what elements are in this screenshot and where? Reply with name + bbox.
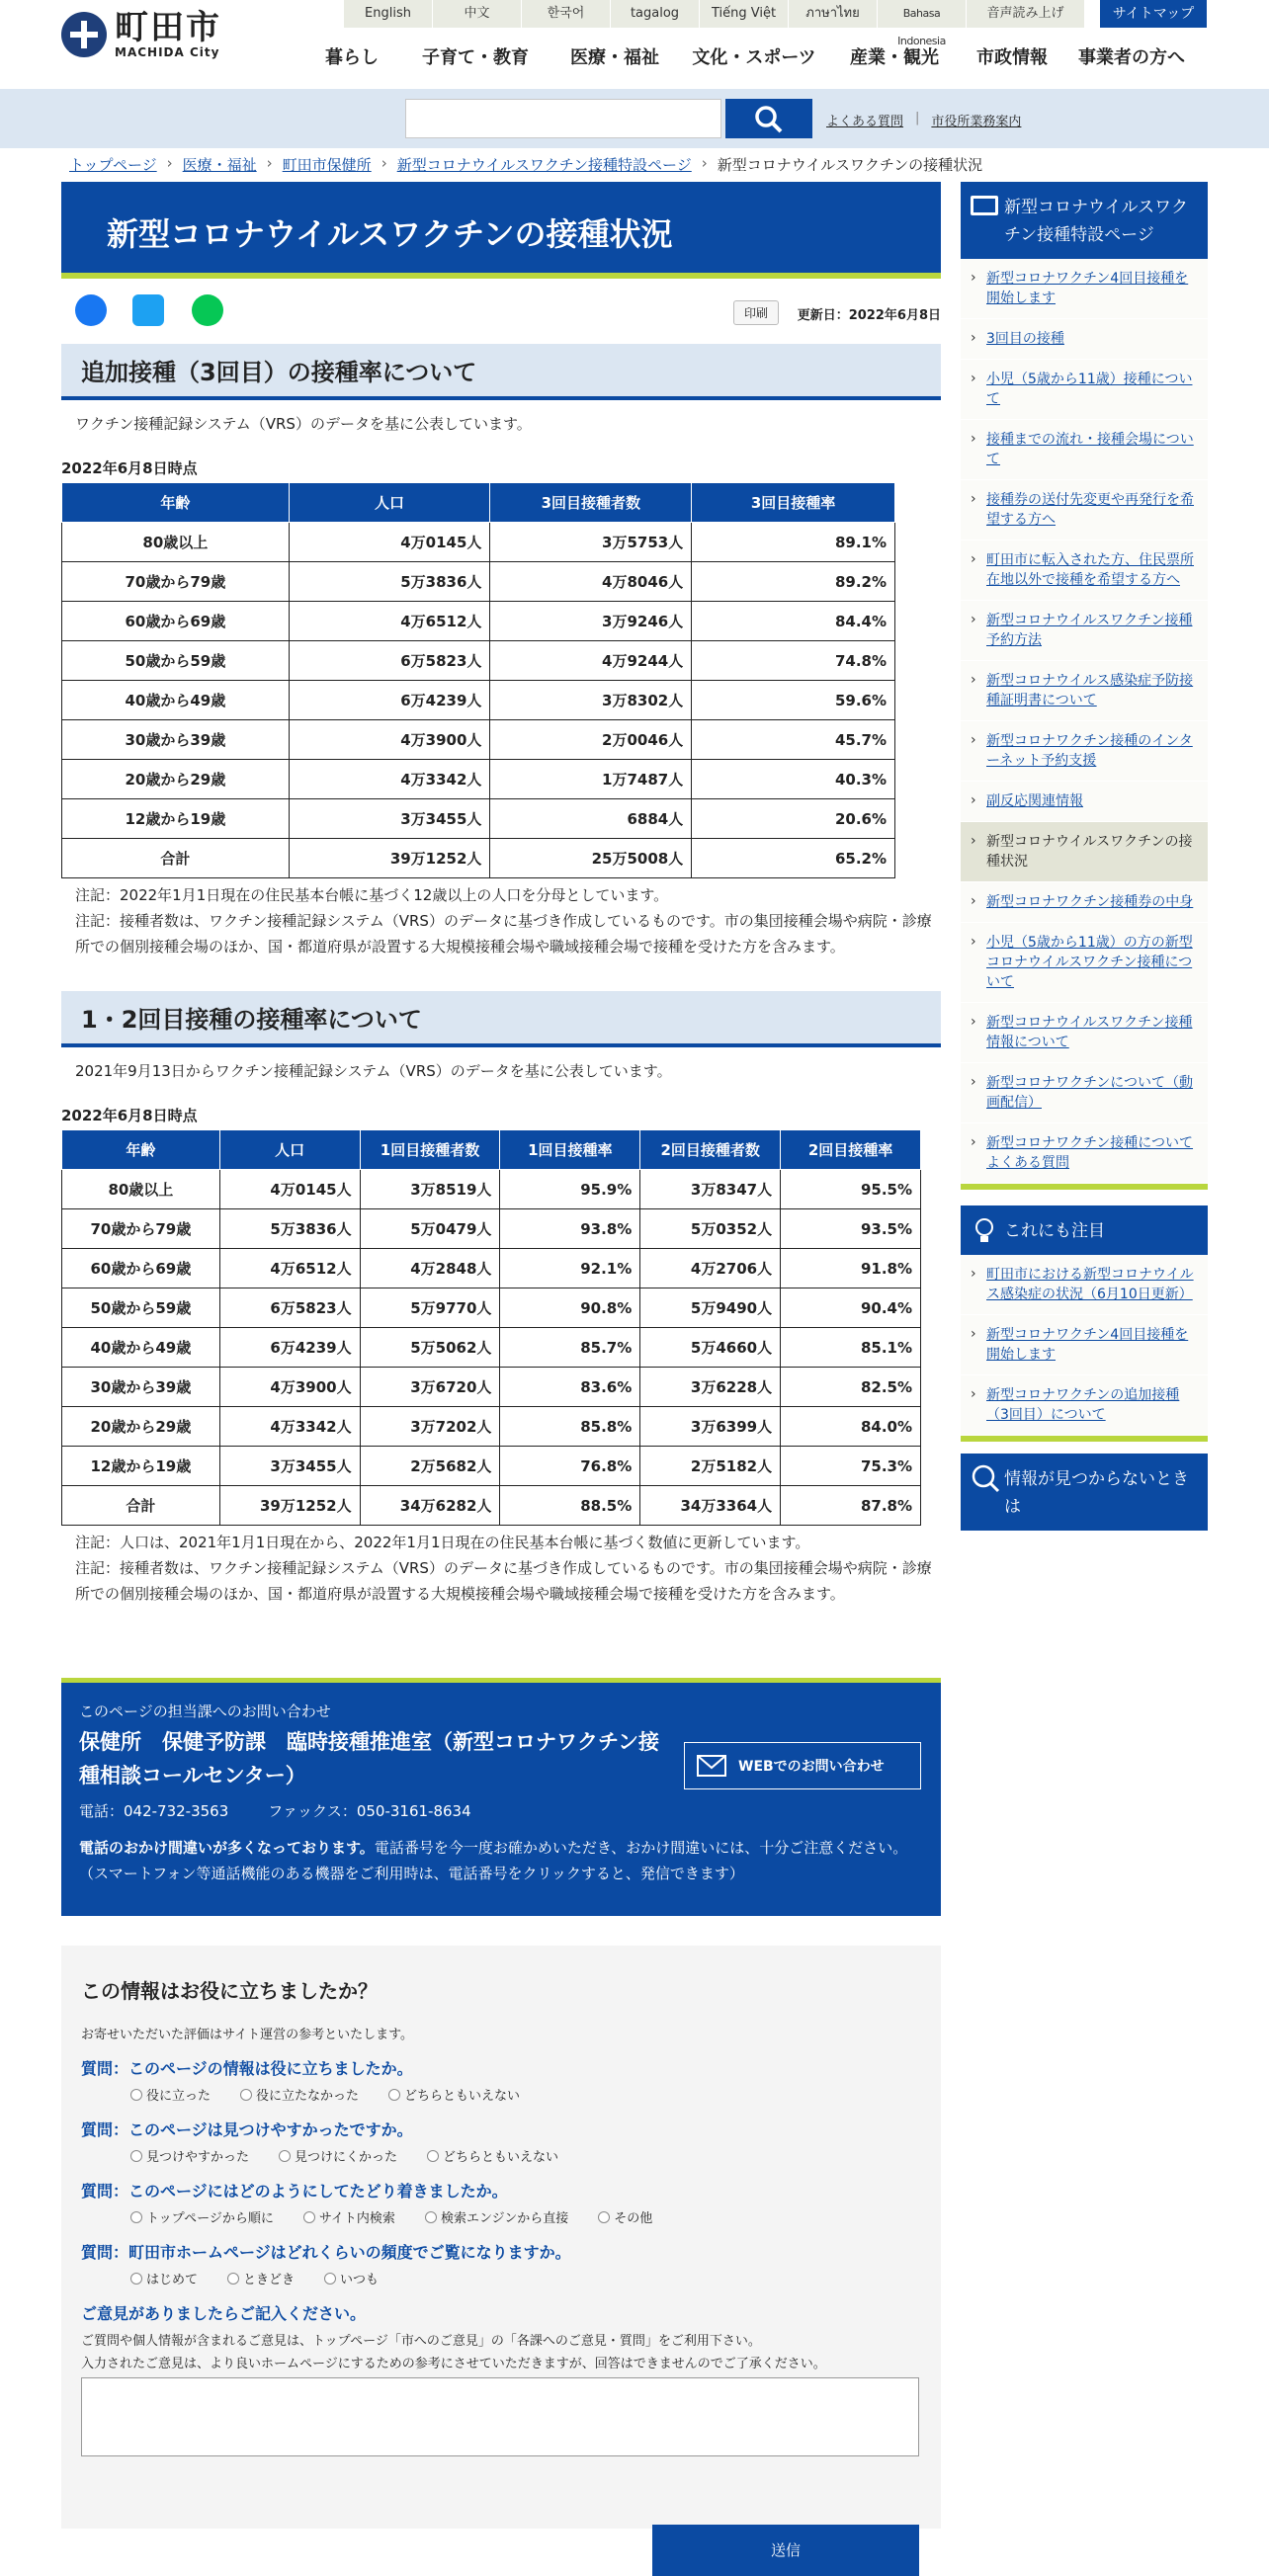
radio-icon[interactable] (130, 2211, 142, 2223)
radio-group (130, 2269, 921, 2287)
table-cell: 85.1% (781, 1328, 921, 1368)
table-cell: 75.3% (781, 1447, 921, 1486)
table-cell: 20歳から29歳 (62, 1407, 220, 1447)
city-emblem-icon (61, 12, 107, 57)
nav-childcare[interactable]: 子育て・教育 (422, 47, 529, 68)
nav-medical[interactable]: 医療・福祉 (570, 47, 659, 68)
search-help-icon (971, 1463, 1000, 1493)
col-header: 1回目接種率 (500, 1130, 640, 1170)
contact-box (61, 1678, 941, 1916)
table-cell: 30歳から39歳 (62, 720, 290, 760)
table-cell: 2万5682人 (360, 1447, 500, 1486)
question-label: 質問：町田市ホームページはどれくらいの頻度でご覧になりますか。 (81, 2243, 571, 2262)
notfound-button[interactable] (961, 1454, 1208, 1531)
table-row (62, 1368, 921, 1407)
radio-icon[interactable] (227, 2273, 239, 2285)
table-cell: 4万3342人 (289, 760, 490, 799)
table-cell: 3万6720人 (360, 1368, 500, 1407)
breadcrumb-current: 新型コロナウイルスワクチンの接種状況 (717, 156, 983, 174)
table-row (62, 1288, 921, 1328)
sitemap-button[interactable]: サイトマップ (1100, 0, 1207, 28)
sidebar-item[interactable]: › 新型コロナワクチンについて（動画配信） (961, 1063, 1208, 1123)
table-row (62, 602, 895, 641)
section-heading-1st2nd: 1・2回目接種の接種率について (61, 991, 941, 1047)
sidebar-item[interactable]: › 接種券の送付先変更や再発行を希望する方へ (961, 480, 1208, 540)
radio-option[interactable] (240, 2085, 359, 2104)
sidebar-item[interactable]: › 副反応関連情報 (961, 782, 1208, 822)
table-cell: 3万3455人 (219, 1447, 360, 1486)
lang-vietnamese[interactable]: Tiếng Việt (700, 0, 789, 28)
notice-list (961, 1255, 1208, 1436)
table-row (62, 641, 895, 681)
table-cell: 90.4% (781, 1288, 921, 1328)
link-divider: | (915, 111, 920, 125)
table-date: 2022年6月8日時点 (61, 1107, 198, 1124)
feedback-form (61, 1946, 941, 2559)
breadcrumb-item[interactable]: 医療・福祉 (182, 156, 257, 174)
note: 注記：接種者数は、ワクチン接種記録システム（VRS）のデータに基づき作成しているものです。市の集団接種会場や病院・診療所での個別接種会場のほか、国・都道府県が設置する大規模接種会場や職域接種会場で接種を受けた方を含みます。 (75, 912, 932, 956)
radio-label: 役に立たなかった (256, 2089, 360, 2104)
table-cell: 84.4% (692, 602, 895, 641)
radio-group (130, 2207, 921, 2226)
notice-item[interactable]: › 新型コロナワクチン4回目接種を開始します (961, 1315, 1208, 1375)
third-dose-table (61, 482, 895, 878)
nav-business[interactable]: 事業者の方へ (1078, 47, 1185, 68)
table-cell: 5万9490人 (640, 1288, 781, 1328)
sidebar-item[interactable]: › 小児（5歳から11歳）接種について (961, 360, 1208, 420)
feedback-intro: お寄せいただいた評価はサイト運営の参考といたします。 (81, 2028, 414, 2042)
radio-label: 見つけにくかった (295, 2150, 398, 2165)
breadcrumb-item[interactable]: トップページ (69, 156, 157, 174)
table-cell: 80歳以上 (62, 523, 290, 562)
search-button[interactable] (725, 99, 812, 138)
question-label: 質問：このページにはどのようにしてたどり着きましたか。 (81, 2182, 508, 2201)
table-cell: 6万4239人 (219, 1328, 360, 1368)
sidebar-item[interactable]: › 新型コロナウイルス感染症予防接種証明書について (961, 661, 1208, 721)
radio-group (130, 2146, 921, 2165)
radio-icon[interactable] (425, 2211, 437, 2223)
table-cell: 4万9244人 (490, 641, 692, 681)
table-cell: 2万5182人 (640, 1447, 781, 1486)
table-cell: 合計 (62, 1486, 220, 1526)
mail-icon (697, 1754, 726, 1778)
voice-reader-link[interactable]: 音声読み上げ (967, 0, 1085, 28)
table-cell: 91.8% (781, 1249, 921, 1288)
comment-textarea[interactable] (81, 2377, 919, 2456)
logo-text-jp: 町田市 (115, 8, 221, 47)
radio-icon[interactable] (598, 2211, 610, 2223)
lang-chinese[interactable]: 中文 (433, 0, 522, 28)
radio-option[interactable] (324, 2269, 379, 2287)
table-cell: 89.1% (692, 523, 895, 562)
radio-option[interactable] (427, 2146, 558, 2165)
sidebar-item[interactable]: › 新型コロナウイルスワクチン接種予約方法 (961, 601, 1208, 661)
updated-date: 更新日：2022年6月8日 (797, 308, 941, 323)
comment-note: ご質問や個人情報が含まれるご意見は、トップページ「市へのご意見」の「各課へのご意見・質問」をご利用下さい。 (81, 2334, 761, 2349)
search-bar (0, 89, 1269, 148)
table-cell: 5万4660人 (640, 1328, 781, 1368)
radio-label: 検索エンジンから直接 (440, 2211, 569, 2226)
language-bar (344, 0, 1085, 47)
twitter-icon[interactable] (132, 294, 164, 326)
table-cell: 92.1% (500, 1249, 640, 1288)
section-heading-3rd: 追加接種（3回目）の接種率について (61, 344, 941, 400)
table-cell: 70歳から79歳 (62, 1209, 220, 1249)
col-header: 人口 (219, 1130, 360, 1170)
nav-living[interactable]: 暮らし (325, 47, 379, 68)
table-row (62, 760, 895, 799)
table-row (62, 1407, 921, 1447)
table-cell: 4万0145人 (289, 523, 490, 562)
radio-group (130, 2085, 921, 2104)
radio-option[interactable] (279, 2146, 397, 2165)
table-cell: 3万8519人 (360, 1170, 500, 1209)
table-row (62, 799, 895, 839)
table-cell: 5万9770人 (360, 1288, 500, 1328)
table-cell: 95.5% (781, 1170, 921, 1209)
table-cell: 87.8% (781, 1486, 921, 1526)
table-cell: 3万7202人 (360, 1407, 500, 1447)
table-header-row (62, 1130, 921, 1170)
note: 注記：人口は、2021年1月1日現在から、2022年1月1日現在の住民基本台帳に基づく数値に更新しています。 (75, 1534, 810, 1551)
table-cell: 12歳から19歳 (62, 799, 290, 839)
table-row (62, 1249, 921, 1288)
search-icon (725, 99, 812, 138)
sidebar-heading[interactable] (961, 182, 1208, 259)
radio-label: トップページから順に (146, 2211, 274, 2226)
table-cell: 34万6282人 (360, 1486, 500, 1526)
table-cell: 4万2848人 (360, 1249, 500, 1288)
page-title: 新型コロナウイルスワクチンの接種状況 (61, 182, 941, 279)
notice-heading (961, 1205, 1208, 1255)
table-row (62, 839, 895, 878)
radio-option[interactable] (227, 2269, 295, 2287)
sidebar-item[interactable]: › 新型コロナワクチン接種のインターネット予約支援 (961, 721, 1208, 782)
radio-option[interactable] (130, 2085, 211, 2104)
table-cell: 4万3900人 (219, 1368, 360, 1407)
table-row (62, 523, 895, 562)
table-cell: 20.6% (692, 799, 895, 839)
web-inquiry-label: WEBでのお問い合わせ (738, 1759, 885, 1775)
contact-warning-bold: 電話のおかけ間違いが多くなっております。 (79, 1839, 375, 1857)
table-cell: 5万0479人 (360, 1209, 500, 1249)
radio-icon[interactable] (279, 2150, 291, 2162)
share-bar (61, 279, 941, 336)
table-cell: 70歳から79歳 (62, 562, 290, 602)
search-input[interactable] (405, 99, 721, 138)
table-cell: 4万3342人 (219, 1407, 360, 1447)
note: 注記：2022年1月1日現在の住民基本台帳に基づく12歳以上の人口を分母としています。 (75, 886, 669, 904)
breadcrumb: トップページ › 医療・福祉 › 町田市保健所 › 新型コロナウイルスワクチン接種特設ページ › 新型コロナウイルスワクチンの接種状況 (69, 154, 983, 174)
table-cell: 12歳から19歳 (62, 1447, 220, 1486)
sidebar-list (961, 259, 1208, 1184)
table-cell: 3万9246人 (490, 602, 692, 641)
breadcrumb-item[interactable]: 町田市保健所 (282, 156, 372, 174)
radio-icon[interactable] (130, 2089, 142, 2101)
sidebar-item[interactable]: › 小児（5歳から11歳）の方の新型コロナウイルスワクチン接種について (961, 923, 1208, 1003)
table-cell: 25万5008人 (490, 839, 692, 878)
table-cell: 50歳から59歳 (62, 641, 290, 681)
col-header: 3回目接種者数 (490, 483, 692, 523)
col-header: 年齢 (62, 1130, 220, 1170)
radio-label: その他 (614, 2211, 653, 2226)
table-cell: 3万8302人 (490, 681, 692, 720)
lightbulb-icon (971, 1215, 998, 1245)
table-cell: 1万7487人 (490, 760, 692, 799)
radio-icon[interactable] (130, 2150, 142, 2162)
logo-text-en: MACHIDA City (115, 45, 220, 59)
table-cell: 4万6512人 (219, 1249, 360, 1288)
contact-dept: 保健所 保健予防課 臨時接種推進室（新型コロナワクチン接種相談コールセンター） (79, 1730, 659, 1787)
table-cell: 60歳から69歳 (62, 602, 290, 641)
section-intro: 2021年9月13日からワクチン接種記録システム（VRS）のデータを基に公表しています。 (75, 1062, 672, 1080)
notice-item[interactable]: › 町田市における新型コロナウイルス感染症の状況（6月10日更新） (961, 1255, 1208, 1315)
divider (961, 1436, 1208, 1442)
table-cell: 3万6228人 (640, 1368, 781, 1407)
col-header: 人口 (289, 483, 490, 523)
radio-label: ときどき (243, 2273, 296, 2287)
radio-label: いつも (340, 2273, 380, 2287)
col-header: 年齢 (62, 483, 290, 523)
table-cell: 2万0046人 (490, 720, 692, 760)
sidebar-item: › 新型コロナウイルスワクチンの接種状況 (961, 822, 1208, 882)
radio-label: サイト内検索 (318, 2211, 395, 2226)
table-cell: 76.8% (500, 1447, 640, 1486)
table-cell: 4万2706人 (640, 1249, 781, 1288)
table-cell: 34万3364人 (640, 1486, 781, 1526)
submit-button[interactable]: 送信 (652, 2525, 919, 2576)
col-header: 2回目接種者数 (640, 1130, 781, 1170)
table-cell: 4万3900人 (289, 720, 490, 760)
faq-link[interactable]: よくある質問 (826, 115, 904, 129)
notfound-label: 情報が見つからないときは (1004, 1469, 1189, 1517)
table-cell: 6万5823人 (289, 641, 490, 681)
table-row (62, 681, 895, 720)
sidebar-item[interactable]: › 接種までの流れ・接種会場について (961, 420, 1208, 480)
radio-icon[interactable] (388, 2089, 400, 2101)
table-cell: 5万0352人 (640, 1209, 781, 1249)
table-cell: 65.2% (692, 839, 895, 878)
table-cell: 5万5062人 (360, 1328, 500, 1368)
folder-icon (971, 196, 998, 215)
radio-option[interactable] (425, 2207, 568, 2226)
table-date: 2022年6月8日時点 (61, 459, 198, 477)
radio-icon[interactable] (303, 2211, 315, 2223)
table-cell: 85.8% (500, 1407, 640, 1447)
table-cell: 93.5% (781, 1209, 921, 1249)
col-header: 2回目接種率 (781, 1130, 921, 1170)
table-cell: 60歳から69歳 (62, 1249, 220, 1288)
lang-tagalog[interactable]: tagalog (611, 0, 700, 28)
sidebar (961, 182, 1208, 1531)
radio-icon[interactable] (427, 2150, 439, 2162)
question-label: 質問：このページの情報は役に立ちましたか。 (81, 2059, 413, 2078)
radio-label: はじめて (146, 2273, 199, 2287)
table-cell: 85.7% (500, 1328, 640, 1368)
table-cell: 3万8347人 (640, 1170, 781, 1209)
question-label: 質問：このページは見つけやすかったですか。 (81, 2120, 413, 2139)
table-row (62, 562, 895, 602)
table-row (62, 1328, 921, 1368)
sidebar-item[interactable]: › 新型コロナワクチン接種券の中身 (961, 882, 1208, 923)
table-cell: 88.5% (500, 1486, 640, 1526)
table-header-row (62, 483, 895, 523)
line-icon[interactable] (192, 294, 223, 326)
divider (961, 1184, 1208, 1190)
radio-option[interactable] (303, 2207, 395, 2226)
radio-option[interactable] (130, 2269, 198, 2287)
nav-municipal[interactable]: 市政情報 (976, 47, 1048, 68)
sidebar-item[interactable]: › 新型コロナワクチン接種についてよくある質問 (961, 1123, 1208, 1184)
radio-icon[interactable] (324, 2273, 336, 2285)
note: 注記：接種者数は、ワクチン接種記録システム（VRS）のデータに基づき作成しているものです。市の集団接種会場や病院・診療所での個別接種会場のほか、国・都道府県が設置する大規模接種会場や職域接種会場で接種を受けた方を含みます。 (75, 1559, 932, 1603)
table-cell: 83.6% (500, 1368, 640, 1407)
table-cell: 82.5% (781, 1368, 921, 1407)
table-row (62, 1486, 921, 1526)
table-cell: 6万4239人 (289, 681, 490, 720)
contact-warning: 電話番号を今一度お確かめいただき、おかけ間違いには、十分ご注意ください。（スマートフォン等通話機能のある機器をご利用時は、電話番号をクリックすると、発信できます） (79, 1839, 908, 1882)
lang-korean[interactable]: 한국어 (522, 0, 611, 28)
sidebar-item[interactable]: › 3回目の接種 (961, 319, 1208, 360)
table-cell: 5万3836人 (289, 562, 490, 602)
radio-label: どちらともいえない (443, 2150, 559, 2165)
contact-tel[interactable]: 電話：042-732-3563 (79, 1802, 229, 1820)
nav-culture[interactable]: 文化・スポーツ (692, 47, 816, 68)
table-cell: 93.8% (500, 1209, 640, 1249)
web-inquiry-button[interactable] (684, 1742, 921, 1789)
table-cell: 4万8046人 (490, 562, 692, 602)
col-header: 1回目接種者数 (360, 1130, 500, 1170)
lang-english[interactable]: English (344, 0, 433, 28)
table-cell: 40.3% (692, 760, 895, 799)
table-cell: 6884人 (490, 799, 692, 839)
table-cell: 3万3455人 (289, 799, 490, 839)
table-cell: 39万1252人 (219, 1486, 360, 1526)
section-intro: ワクチン接種記録システム（VRS）のデータを基に公表しています。 (75, 415, 532, 433)
lang-thai[interactable]: ภาษาไทย (789, 0, 878, 28)
table-cell: 40歳から49歳 (62, 1328, 220, 1368)
table-cell: 3万5753人 (490, 523, 692, 562)
print-button[interactable]: 印刷 (733, 300, 779, 325)
table-row (62, 1170, 921, 1209)
table-cell: 合計 (62, 839, 290, 878)
first-second-dose-table (61, 1129, 921, 1526)
sidebar-item[interactable]: › 町田市に転入された方、住民票所在地以外で接種を希望する方へ (961, 540, 1208, 601)
office-guide-link[interactable]: 市役所業務案内 (931, 115, 1022, 129)
table-cell: 59.6% (692, 681, 895, 720)
radio-label: どちらともいえない (404, 2089, 521, 2104)
table-cell: 45.7% (692, 720, 895, 760)
table-cell: 30歳から39歳 (62, 1368, 220, 1407)
table-cell: 50歳から59歳 (62, 1288, 220, 1328)
table-cell: 90.8% (500, 1288, 640, 1328)
sidebar-item[interactable]: › 新型コロナワクチン4回目接種を開始します (961, 259, 1208, 319)
table-cell: 3万6399人 (640, 1407, 781, 1447)
radio-option[interactable] (130, 2146, 249, 2165)
table-cell: 5万3836人 (219, 1209, 360, 1249)
table-cell: 95.9% (500, 1170, 640, 1209)
table-row (62, 720, 895, 760)
radio-label: 役に立った (146, 2089, 212, 2104)
table-cell: 4万6512人 (289, 602, 490, 641)
table-cell: 40歳から49歳 (62, 681, 290, 720)
site-logo[interactable] (61, 10, 221, 59)
radio-option[interactable] (388, 2085, 520, 2104)
table-cell: 89.2% (692, 562, 895, 602)
col-header: 3回目接種率 (692, 483, 895, 523)
nav-industry[interactable]: 産業・観光 (850, 47, 939, 68)
table-cell: 4万0145人 (219, 1170, 360, 1209)
comment-note: 入力されたご意見は、より良いホームページにするための参考にさせていただきますが、回答はできませんのでご了承ください。 (81, 2357, 826, 2371)
radio-option[interactable] (130, 2207, 274, 2226)
radio-label: 見つけやすかった (146, 2150, 250, 2165)
global-nav (306, 43, 1196, 69)
breadcrumb-item[interactable]: 新型コロナウイルスワクチン接種特設ページ (396, 156, 692, 174)
radio-icon[interactable] (130, 2273, 142, 2285)
table-row (62, 1447, 921, 1486)
notice-item[interactable]: › 新型コロナワクチンの追加接種（3回目）について (961, 1375, 1208, 1436)
facebook-icon[interactable] (75, 294, 107, 326)
main-content (61, 182, 941, 2559)
table-cell: 80歳以上 (62, 1170, 220, 1209)
lang-indonesian[interactable]: Bahasa Indonesia (878, 0, 967, 28)
comment-label: ご意見がありましたらご記入ください。 (81, 2304, 367, 2323)
table-cell: 84.0% (781, 1407, 921, 1447)
sidebar-heading-label: 新型コロナウイルスワクチン接種特設ページ (1004, 198, 1188, 245)
radio-icon[interactable] (240, 2089, 252, 2101)
feedback-title: この情報はお役に立ちましたか？ (81, 1979, 378, 2003)
contact-fax: ファックス：050-3161-8634 (268, 1802, 471, 1820)
site-header (0, 0, 1269, 89)
table-cell: 74.8% (692, 641, 895, 681)
table-cell: 6万5823人 (219, 1288, 360, 1328)
contact-label: このページの担当課へのお問い合わせ (79, 1703, 331, 1720)
notice-heading-label: これにも注目 (1004, 1221, 1105, 1241)
table-cell: 20歳から29歳 (62, 760, 290, 799)
table-row (62, 1209, 921, 1249)
radio-option[interactable] (598, 2207, 652, 2226)
sidebar-item[interactable]: › 新型コロナウイルスワクチン接種情報について (961, 1003, 1208, 1063)
table-cell: 39万1252人 (289, 839, 490, 878)
